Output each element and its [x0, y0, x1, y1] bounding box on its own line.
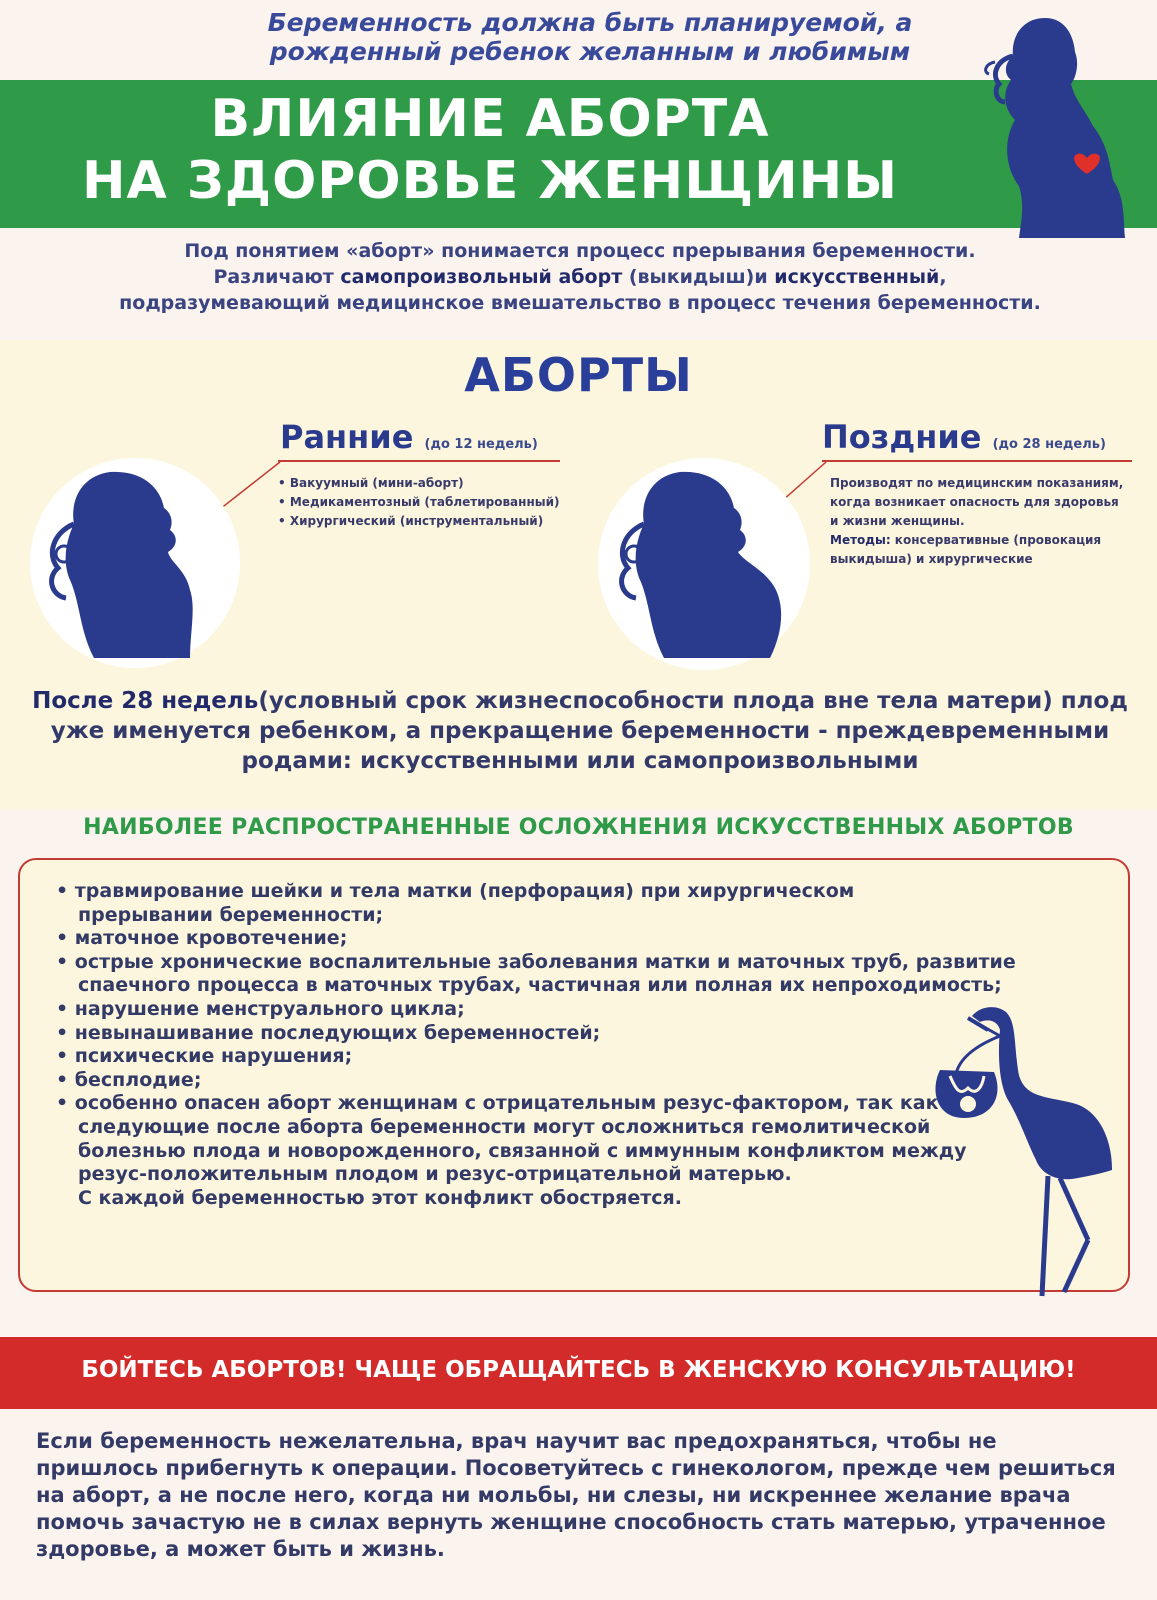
late-pregnancy-silhouette-icon [610, 462, 810, 668]
list-item: • Медикаментозный (таблетированный) [278, 493, 578, 512]
warning-text: БОЙТЕСЬ АБОРТОВ! ЧАЩЕ ОБРАЩАЙТЕСЬ В ЖЕНСКУЮ КОНСУЛЬТАЦИЮ! [81, 1357, 1076, 1383]
list-item: • маточное кровотечение; [56, 927, 1036, 951]
list-item: • невынашивание последующих беременностей; [56, 1022, 1036, 1046]
list-item: • бесплодие; [56, 1069, 1036, 1093]
closing-text: Если беременность нежелательна, врач научит вас предохраняться, чтобы не пришлось прибегнуть к операции. Посоветуйтесь с гинекологом, прежде чем решиться на аборт, а не после него, когда ни мольбы, ни слезы, ни искреннее желание врача помочь зачастую не в силах вернуть женщине способность стать матерью, утраченное здоровье, а может быть и жизнь. [36, 1429, 1116, 1561]
tagline: Беременность должна быть планируемой, а рожденный ребенок желанным и любимым [267, 8, 913, 66]
early-methods-list [278, 474, 578, 531]
list-item: • травмирование шейки и тела матки (перфорация) при хирургическом прерывании беременности; [56, 880, 958, 927]
list-item: • Хирургический (инструментальный) [278, 512, 578, 531]
late-description: Производят по медицинским показаниям, когда возникает опасность для здоровья и жизни женщины. Методы: консервативные (провокация выкидыша) и хирургические [830, 476, 1124, 566]
late-underline [822, 460, 1132, 462]
list-item: • острые хронические воспалительные заболевания матки и маточных труб, развитие спаечного процесса в маточных трубах, частичная или полная их непроходимость; [56, 951, 1018, 998]
intro-line1: Под понятием «аборт» понимается процесс прерывания беременности. [184, 240, 976, 262]
after-28-weeks-text: После 28 недель(условный срок жизнеспособности плода вне тела матери) плод уже именуется ребенком, а прекращение беременности - преждевременными родами: искусственными или самопроизвольными [32, 688, 1128, 774]
list-item: • психические нарушения; [56, 1045, 1036, 1069]
early-pregnancy-silhouette-icon [40, 462, 240, 668]
list-item: • особенно опасен аборт женщинам с отрицательным резус-фактором, так как следующие после аборта беременности могут осложниться гемолитической болезнью плода и новорожденного, связанной с иммунным конфликтом между резус-положительным плодом и резус-отрицательной матерью. [56, 1092, 1028, 1186]
complications-note: С каждой беременностью этот конфликт обостряется. [78, 1186, 682, 1209]
complications-list [56, 880, 1036, 1210]
early-underline [278, 460, 560, 462]
early-heading: Ранние (до 12 недель) [280, 418, 538, 456]
intro-line2: Различают самопроизвольный аборт (выкидыш)и искусственный, [213, 266, 947, 288]
intro-text [20, 238, 1140, 316]
abortions-title: АБОРТЫ [464, 348, 693, 402]
main-title-line1: ВЛИЯНИЕ АБОРТА [210, 89, 770, 149]
pregnant-woman-icon [975, 10, 1145, 238]
list-item: • Вакуумный (мини-аборт) [278, 474, 578, 493]
main-title-line2: НА ЗДОРОВЬЕ ЖЕНЩИНЫ [81, 151, 899, 211]
stork-icon [920, 1000, 1130, 1300]
list-item: • нарушение менструального цикла; [56, 998, 1036, 1022]
main-title [60, 88, 920, 212]
intro-line3: подразумевающий медицинское вмешательство в процесс течения беременности. [119, 292, 1041, 314]
complications-title: НАИБОЛЕЕ РАСПРОСТРАНЕННЫЕ ОСЛОЖНЕНИЯ ИСКУССТВЕННЫХ АБОРТОВ [83, 815, 1074, 840]
late-heading: Поздние (до 28 недель) [822, 418, 1106, 456]
